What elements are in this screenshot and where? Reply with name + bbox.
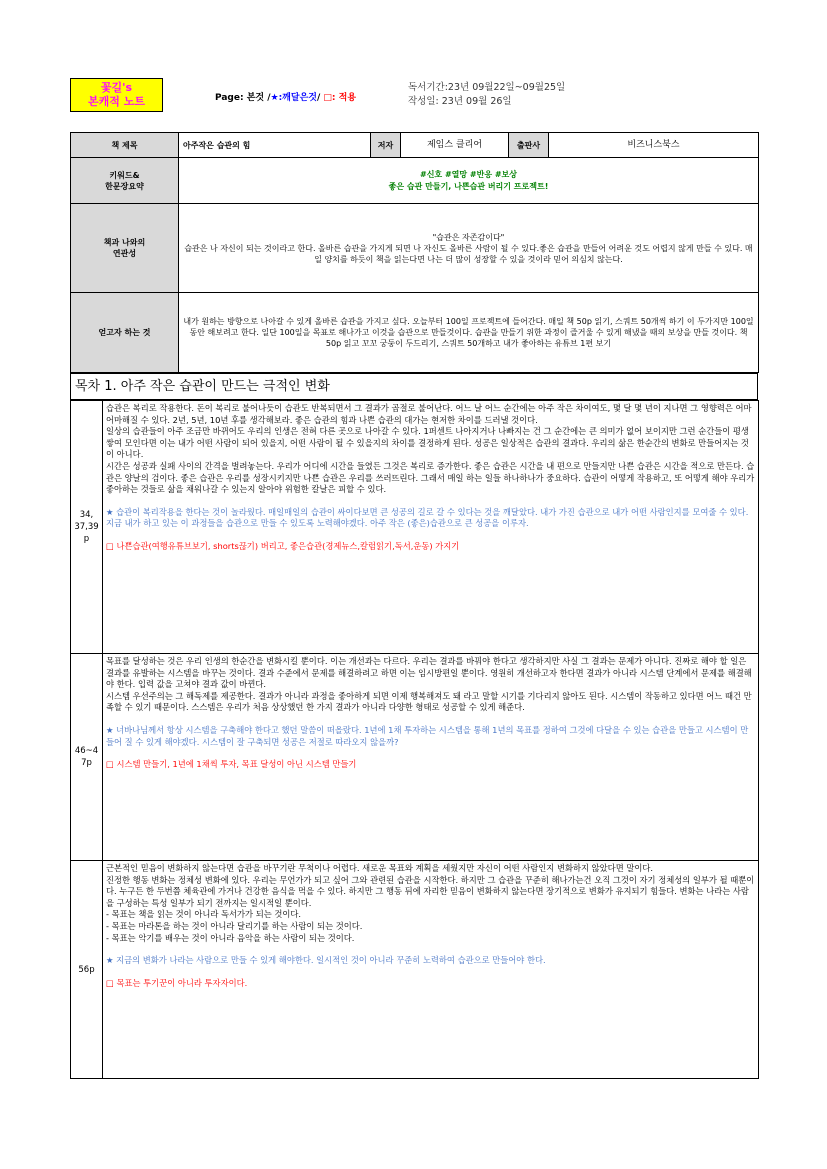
author-value: 제임스 클리어 [401, 133, 509, 158]
relation-value [179, 204, 759, 293]
keyword-value [179, 158, 759, 204]
relation-label-line-2: 연관성 [112, 249, 137, 258]
book-info-table [70, 132, 759, 373]
note-action: □ 시스템 만들기, 1년에 1채씩 투자, 목표 달성이 아닌 시스템 만들기 [106, 759, 357, 770]
note-paragraph: 시스템 우선주의는 그 해독제를 제공한다. 결과가 아니라 과정을 좋아하게 되면 이제 행복해져도 돼 라고 말할 시기를 기다리지 않아도 된다. 시스템이 작동하고 있다면 어느 때건 만족할 수 있기 때문이다. 스스템은 우리가 처음 상상했던 한 가지 결과가 아니라 다양한 형태로 성공할 수 있게 해준다. [106, 690, 752, 713]
note-paragraph: 시간은 성공과 실패 사이의 간격을 벌려놓는다. 우리가 어디에 시간을 들였든 그것은 복리로 증가한다. 좋은 습관은 시간을 내 편으로 만들지만 나쁜 습관은 시간을 적으로 만든다. 습관은 양날의 검이다. 좋은 습관은 우리를 성장시키지만 나쁜 습관은 우리를 쓰러뜨린다. 그래서 매일 하는 일들 하나하나가 중요하다. 습관이 어떻게 작용하고, 또 어떻게 해야 우리가 좋아하는 것들로 삶을 채워나갈 수 있는지 알아야 위험한 칼날은 피할 수 있다. [106, 460, 755, 495]
note-body [103, 654, 759, 861]
note-page-line-1: 34, [79, 510, 94, 520]
note-page [71, 861, 103, 1079]
logo-badge [70, 78, 163, 112]
author-label: 저자 [371, 133, 401, 158]
note-page-line-2: 37,39 [74, 522, 99, 532]
note-insight: ★ 지금의 변화가 나라는 사람으로 만들 수 있게 해야한다. 일시적인 것이 아니라 꾸준히 노력하여 습관으로 만들어야 한다. [106, 955, 546, 966]
note-page-line-3: p [83, 534, 90, 544]
legend-box: □: 적용 [323, 93, 357, 103]
date-block [408, 81, 565, 109]
note-page-line-2: 7p [81, 758, 92, 768]
title-value: 아주작은 습관의 힘 [179, 133, 371, 158]
goal-label: 얻고자 하는 것 [71, 293, 179, 373]
publisher-value: 비즈니스북스 [549, 133, 759, 158]
notes-table [70, 400, 759, 1079]
keyword-hashtags: #신호 #열망 #반응 #보상 [420, 169, 517, 179]
note-paragraph: 습관은 복리로 작용한다. 돈이 복리로 불어나듯이 습관도 반복되면서 그 결과가 곱절로 불어난다. 어느 날 어느 순간에는 아주 작은 차이여도, 몇 달 몇 년이 지나면 그 영향력은 어마어마해질 수 있다. 2년, 5년, 10년 후를 생각해보라. 좋은 습관의 힘과 나쁜 습관의 대가는 현저한 차이를 드러낼 것이다. [106, 403, 752, 425]
keyword-label-line-1: 키워드& [109, 170, 140, 180]
relation-label-line-1: 책과 나와의 [103, 238, 146, 247]
note-action: □ 목표는 투기꾼이 아니라 투자자이다. [106, 977, 248, 988]
note-action: □ 나쁜습관(여행유튜브보기, shorts끊기) 버리고, 좋은습관(경제뉴스,칼럼읽기,독서,운동) 가지기 [106, 540, 460, 551]
note-page-line-1: 46~4 [74, 746, 99, 756]
legend-slash: / [316, 93, 321, 103]
note-paragraph: - 목표는 책을 읽는 것이 아니라 독서가가 되는 것이다. [106, 909, 302, 920]
note-paragraph: 목표를 달성하는 것은 우리 인생의 한순간을 변화시킬 뿐이다. 이는 개선과는 다르다. 우리는 결과를 바꿔야 한다고 생각하지만 사실 그 결과는 문제가 아니다. 진짜로 해야 할 일은 결과를 유발하는 시스템을 바꾸는 것이다. 결과 수준에서 문제를 해결하려고 하면 이는 임시방편일 뿐이다. 영원히 개선하고자 한다면 결과가 아니라 시스템 단계에서 문제를 해결해야 한다. 입력 값을 고쳐야 결과 값이 바뀐다. [106, 656, 752, 690]
title-label: 책 제목 [71, 133, 179, 158]
relation-label [71, 204, 179, 293]
note-row [71, 654, 759, 861]
note-insight: ★ 습관이 복리작용을 한다는 것이 놀라웠다. 매일매일의 습관이 싸이다보면 큰 성공의 길로 갈 수 있다는 것을 깨달았다. 내가 가진 습관으로 내가 어떤 사람인지를 모여줄 수 있다. 지금 내가 하고 있는 이 과정들을 습관으로 만들 수 있도록 노력해야겠다. 아주 작은 (좋은)습관으로 큰 성공을 이루자. [106, 506, 749, 529]
note-paragraph: 근본적인 믿음이 변화하지 않는다면 습관을 바꾸기란 무척이나 어렵다. 새로운 목표와 계획을 세웠지만 자신이 어떤 사람인지 변화하지 않았다면 말이다. [106, 863, 654, 873]
note-body [103, 401, 759, 654]
note-page [71, 401, 103, 654]
note-row [71, 861, 759, 1079]
note-paragraph: 진정한 행동 변화는 정체성 변화에 있다. 우리는 무언가가 되고 싶어 그와 관련된 습관을 시작한다. 하지만 그 습관을 꾸준히 해나가는건 오직 그것이 자기 정체성의 일부가 될 때뿐이다. 누구든 한 두번쯤 체육관에 가거나 건강한 음식을 먹을 수 있다. 하지만 그 행동 뒤에 자리한 믿음이 변화하지 않는다면 장기적으로 변화가 유지되기 힘들다. 변화는 나라는 사람을 구성하는 특성 일부가 되기 전까지는 일시적일 뿐이다. [106, 874, 755, 908]
page-legend [215, 90, 356, 103]
relation-quote: "습관은 자존감이다" [432, 232, 505, 242]
note-page [71, 654, 103, 861]
logo-line-2: 본캐적 노트 [88, 95, 145, 108]
keyword-label [71, 158, 179, 204]
note-body [103, 861, 759, 1079]
section-title: 목차 1. 아주 작은 습관이 만드는 극적인 변화 [70, 373, 758, 400]
logo-line-1: 꽃길's [100, 81, 133, 94]
legend-star: ★:깨달은것 [270, 93, 317, 103]
note-paragraph: - 목표는 악기를 배우는 것이 아니라 음악을 하는 사람이 되는 것이다. [106, 932, 355, 943]
keyword-label-line-2: 한문장요약 [105, 181, 144, 191]
note-page-line-1: 56p [78, 964, 95, 975]
publisher-label: 출판사 [509, 133, 549, 158]
note-row [71, 401, 759, 654]
legend-page: Page: 본것 / [215, 93, 271, 103]
relation-text: 습관은 나 자신이 되는 것이라고 한다. 올바른 습관을 가지게 되면 나 자신도 올바른 사람이 될 수 있다.좋은 습관을 만들어 어려운 것도 어렵지 않게 만들 수 있다. 매일 양치를 하듯이 책을 읽는다면 나는 더 많이 성장할 수 있을 것이라 믿어 의심치 않는다. [184, 243, 753, 264]
keyword-summary: 좋은 습관 만들기, 나쁜습관 버리기 프로젝트! [388, 181, 549, 191]
goal-value: 내가 원하는 방향으로 나아갈 수 있게 올바른 습관을 가지고 싶다. 오늘부터 100일 프로젝트에 들어간다. 매일 책 50p 읽기, 스쿼트 50개씩 하기 이 두가지만 100일동안 해보려고 한다. 일단 100일을 목표로 해나가고 이것을 습관으로 만들것이다. 습관을 만들기 위한 과정이 즐거울 수 있게 해냈을 때의 보상을 만들 것이다. 책 50p 읽고 꼬꼬 궁둥이 두드리기, 스쿼트 50개하고 내가 좋아하는 유튜브 1편 보기 [179, 293, 759, 373]
note-insight: ★ 너바나님께서 항상 시스템을 구축해야 한다고 했던 말씀이 떠올랐다. 1년에 1채 투자하는 시스템을 통해 1년의 목표를 정하여 그것에 다달을 수 있는 습관을 만들고 시스템이 만들어 질 수 있게 해야겠다. 시스템이 잘 구축되면 성공은 저절로 따라오지 않을까? [106, 724, 749, 747]
read-period: 독서기간:23년 09월22일~09월25일 [408, 82, 566, 93]
note-paragraph: 일상의 습관들이 아주 조금만 바뀌어도 우리의 인생은 전혀 다른 곳으로 나아갈 수 있다. 1퍼센트 나아지거나 나빠지는 건 그 순간에는 큰 의미가 없어 보이지만 그런 순간들이 평생 쌓여 모인다면 이는 내가 어떤 사람이 되어 있을지, 어떤 사람이 될 수 있을지의 차이를 결정하게 된다. 성공은 일상적은 습관의 결과다. 우리의 삶은 한순간의 변화로 만들어지는 것이 아니다. [106, 426, 749, 460]
written-date: 작성일: 23년 09월 26일 [408, 96, 512, 107]
note-paragraph: - 목표는 마라톤을 하는 것이 아니라 달리기를 하는 사람이 되는 것이다. [106, 920, 363, 931]
